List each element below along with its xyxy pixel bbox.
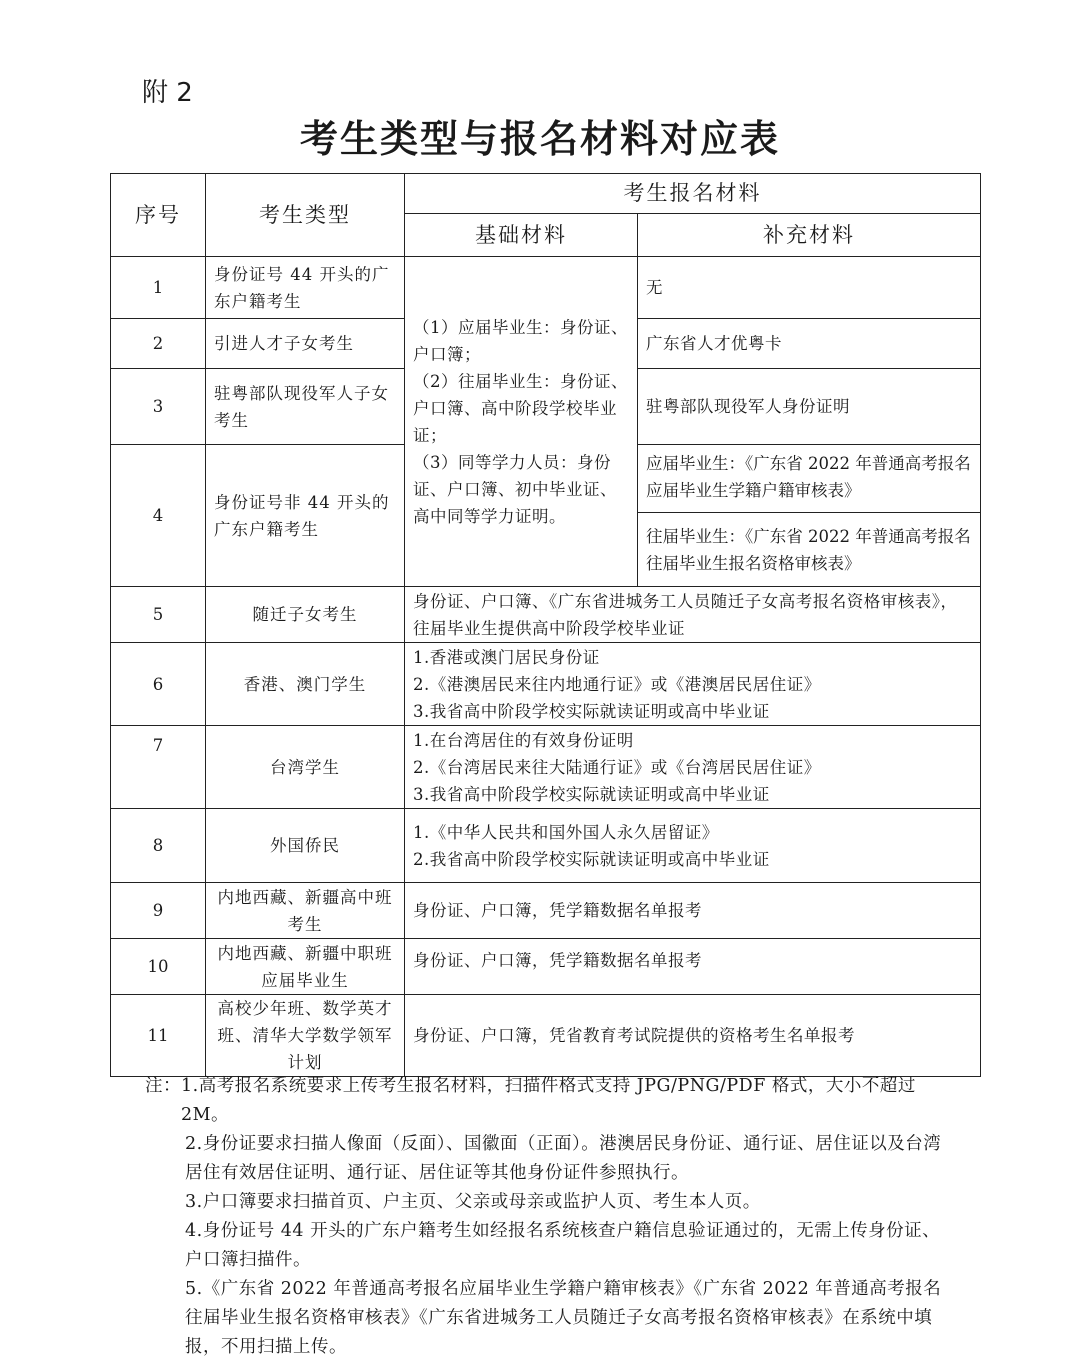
basic-material-item: （3）同等学力人员：身份证、户口簿、初中毕业证、高中同等学力证明。 [413, 452, 617, 526]
materials-cell [405, 643, 981, 726]
material-item: 身份证、户口簿，凭省教育考试院提供的资格考生名单报考 [413, 1026, 855, 1045]
material-item: 3.我省高中阶段学校实际就读证明或高中毕业证 [413, 784, 770, 804]
table-row [111, 995, 981, 1077]
materials-cell [405, 995, 981, 1077]
material-item: 2.《台湾居民来往大陆通行证》或《台湾居民居住证》 [413, 757, 821, 777]
row-number: 4 [111, 445, 206, 587]
row-number: 5 [111, 587, 206, 643]
table-header-row [111, 174, 981, 214]
material-item: 2.我省高中阶段学校实际就读证明或高中毕业证 [413, 849, 770, 869]
note-item [145, 1275, 955, 1362]
materials-cell [405, 587, 981, 643]
material-item: 1.《中华人民共和国外国人永久居留证》 [413, 822, 719, 842]
header-type: 考生类型 [206, 174, 405, 257]
row-number: 9 [111, 883, 206, 939]
note-item [145, 1217, 955, 1275]
note-text: 4.身份证号 44 开头的广东户籍考生如经报名系统核查户籍信息验证通过的，无需上传身份证、户口簿扫描件。 [185, 1221, 941, 1270]
note-item [145, 1188, 955, 1217]
supplementary-material: 驻粤部队现役军人身份证明 [638, 369, 981, 445]
supplementary-material: 广东省人才优粤卡 [638, 319, 981, 369]
notes-prefix: 注： [145, 1076, 181, 1096]
table-row [111, 643, 981, 726]
row-number: 10 [111, 939, 206, 995]
material-item: 1.在台湾居住的有效身份证明 [413, 730, 634, 750]
header-supplementary: 补充材料 [638, 214, 981, 257]
material-item: 身份证、户口簿，凭学籍数据名单报考 [413, 951, 702, 970]
table-row [111, 883, 981, 939]
candidate-type: 台湾学生 [206, 726, 405, 809]
page-title: 考生类型与报名材料对应表 [299, 117, 780, 161]
table-row [111, 587, 981, 643]
note-item [145, 1072, 955, 1130]
note-text: 5.《广东省 2022 年普通高考报名应届毕业生学籍户籍审核表》《广东省 2022 年普通高考报名往届毕业生报名资格审核表》《广东省进城务工人员随迁子女高考报名资格审核表》在系统中填报，不用扫描上传。 [185, 1279, 942, 1357]
material-item: 2.《港澳居民来往内地通行证》或《港澳居民居住证》 [413, 674, 821, 694]
row-number: 7 [111, 726, 206, 809]
table-row [111, 809, 981, 883]
candidate-type: 内地西藏、新疆高中班考生 [206, 883, 405, 939]
table-row [111, 939, 981, 995]
supplementary-material: 无 [638, 257, 981, 319]
candidate-type: 驻粤部队现役军人子女考生 [206, 369, 405, 445]
header-basic: 基础材料 [405, 214, 638, 257]
row-number: 11 [111, 995, 206, 1077]
row-number: 8 [111, 809, 206, 883]
table-row [111, 257, 981, 319]
material-item: 身份证、户口簿，凭学籍数据名单报考 [413, 901, 702, 920]
candidate-type: 高校少年班、数学英才班、清华大学数学领军计划 [206, 995, 405, 1077]
basic-material-item: （1）应届毕业生：身份证、户口簿； [413, 317, 628, 364]
basic-material-item: （2）往届毕业生：身份证、户口簿、高中阶段学校毕业证； [413, 371, 628, 445]
row-number: 6 [111, 643, 206, 726]
candidate-type: 身份证号非 44 开头的广东户籍考生 [206, 445, 405, 587]
candidate-type: 引进人才子女考生 [206, 319, 405, 369]
note-item [145, 1130, 955, 1188]
candidate-type: 随迁子女考生 [206, 587, 405, 643]
note-text: 1.高考报名系统要求上传考生报名材料，扫描件格式支持 JPG/PNG/PDF 格式，大小不超过 2M。 [181, 1076, 916, 1125]
header-materials: 考生报名材料 [405, 174, 981, 214]
supplementary-material-previous: 往届毕业生：《广东省 2022 年普通高考报名往届毕业生报名资格审核表》 [646, 527, 971, 573]
candidate-type: 香港、澳门学生 [206, 643, 405, 726]
notes-section [145, 1072, 955, 1362]
row-number: 2 [111, 319, 206, 369]
material-item: 3.我省高中阶段学校实际就读证明或高中毕业证 [413, 701, 770, 721]
materials-cell [405, 939, 981, 995]
materials-table [110, 173, 981, 1077]
material-item: 1.香港或澳门居民身份证 [413, 647, 600, 667]
materials-cell [405, 809, 981, 883]
basic-materials-shared [405, 257, 638, 587]
supplementary-split [638, 445, 981, 587]
note-text: 3.户口簿要求扫描首页、户主页、父亲或母亲或监护人页、考生本人页。 [185, 1192, 761, 1212]
candidate-type: 身份证号 44 开头的广东户籍考生 [206, 257, 405, 319]
row-number: 1 [111, 257, 206, 319]
materials-cell [405, 726, 981, 809]
materials-cell [405, 883, 981, 939]
table-row [111, 726, 981, 809]
candidate-type: 外国侨民 [206, 809, 405, 883]
material-item: 身份证、户口簿、《广东省进城务工人员随迁子女高考报名资格审核表》，往届毕业生提供高中阶段学校毕业证 [413, 591, 958, 638]
supplementary-material-fresh: 应届毕业生：《广东省 2022 年普通高考报名应届毕业生学籍户籍审核表》 [638, 446, 980, 513]
row-number: 3 [111, 369, 206, 445]
note-text: 2.身份证要求扫描人像面（反面）、国徽面（正面）。港澳居民身份证、通行证、居住证以及台湾居住有效居住证明、通行证、居住证等其他身份证件参照执行。 [185, 1134, 942, 1183]
annex-label: 附 2 [142, 78, 193, 108]
candidate-type: 内地西藏、新疆中职班应届毕业生 [206, 939, 405, 995]
header-seq: 序号 [111, 174, 206, 257]
